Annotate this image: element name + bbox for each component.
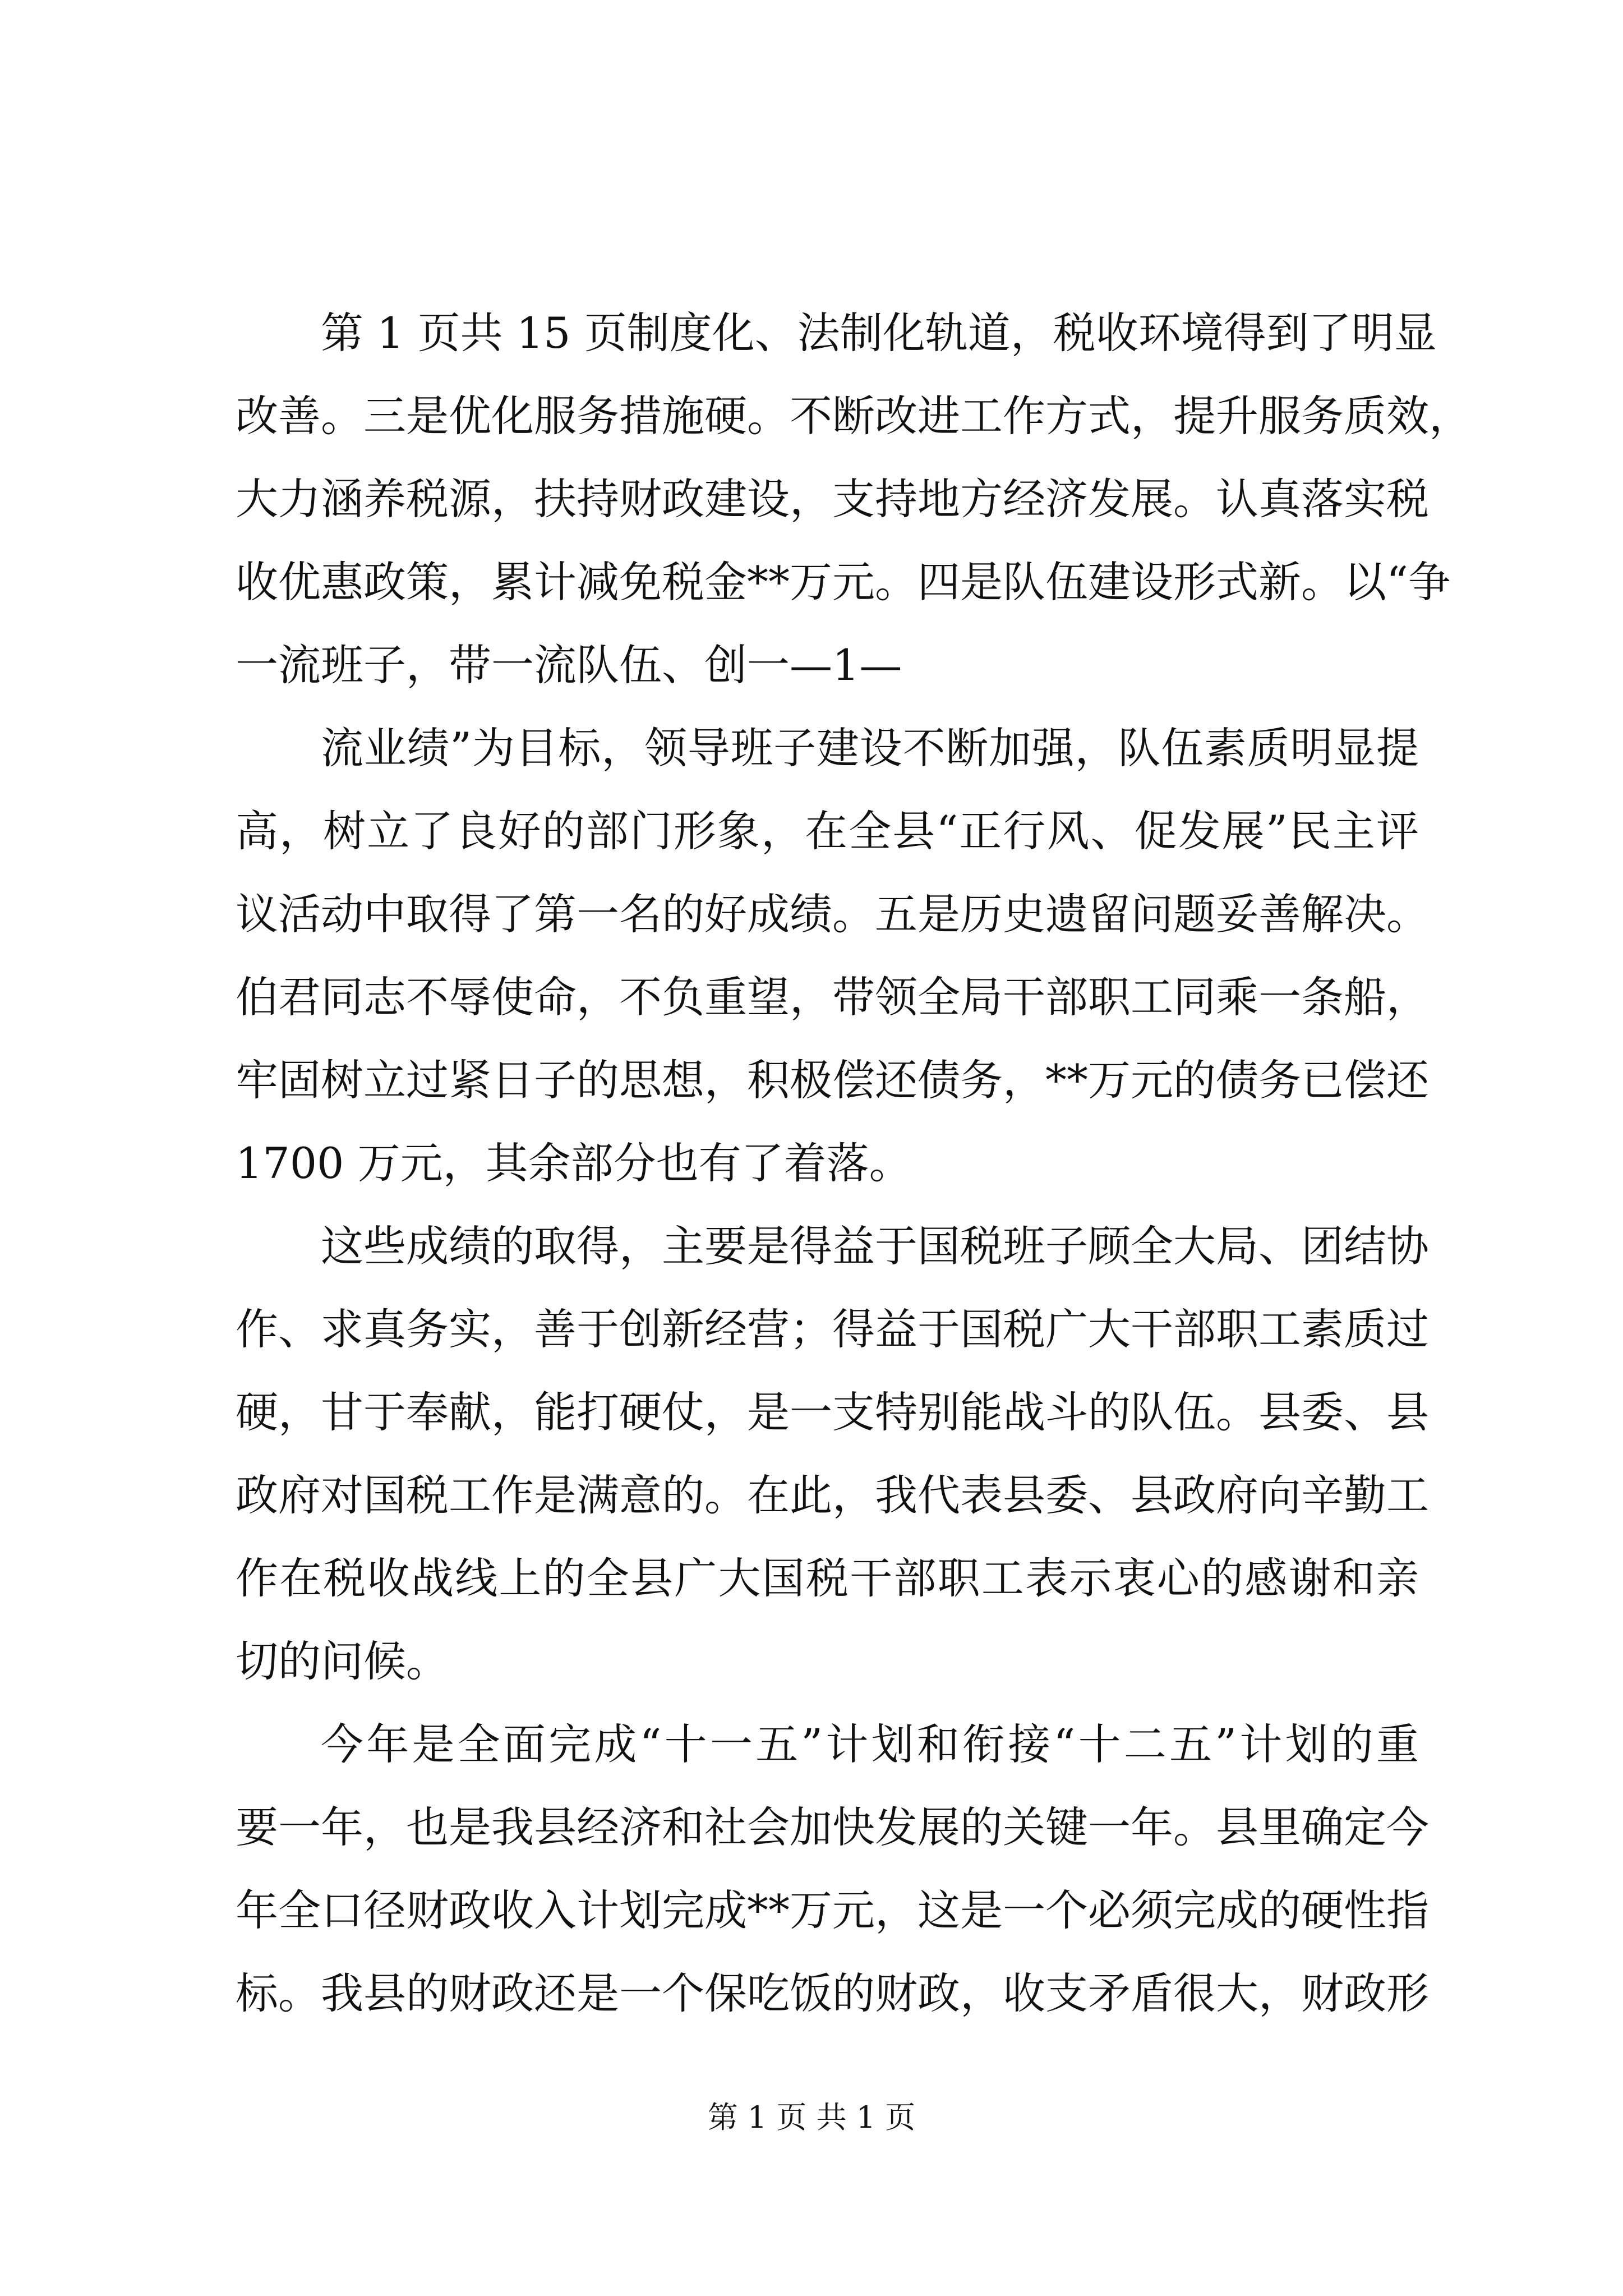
text-line: 要一年，也是我县经济和社会加快发展的关键一年。县里确定今 xyxy=(236,1802,1429,1852)
text-line: 高，树立了良好的部门形象，在全县“正行风、促发展”民主评 xyxy=(236,806,1419,856)
text-line: 今年是全面完成“十一五”计划和衔接“十二五”计划的重 xyxy=(321,1719,1419,1769)
document-body xyxy=(236,292,1472,2035)
text-line: 大力涵养税源，扶持财政建设，支持地方经济发展。认真落实税 xyxy=(236,474,1429,524)
text-line: 切的问候。 xyxy=(236,1636,449,1686)
text-line: 收优惠政策，累计减免税金**万元。四是队伍建设形式新。以“争 xyxy=(236,557,1451,607)
text-line: 第 1 页共 15 页制度化、法制化轨道，税收环境得到了明显 xyxy=(321,308,1437,358)
text-line: 牢固树立过紧日子的思想，积极偿还债务，**万元的债务已偿还 xyxy=(236,1055,1429,1105)
text-line: 这些成绩的取得，主要是得益于国税班子顾全大局、团结协 xyxy=(321,1221,1429,1271)
text-line: 议活动中取得了第一名的好成绩。五是历史遗留问题妥善解决。 xyxy=(236,889,1429,939)
text-line: 标。我县的财政还是一个保吃饭的财政，收支矛盾很大，财政形 xyxy=(236,1968,1429,2018)
text-line: 改善。三是优化服务措施硬。不断改进工作方式，提升服务质效， xyxy=(236,391,1472,441)
text-line: 流业绩”为目标，领导班子建设不断加强，队伍素质明显提 xyxy=(321,723,1419,773)
text-line: 1700 万元，其余部分也有了着落。 xyxy=(236,1138,912,1188)
text-line: 一流班子，带一流队伍、创一—1— xyxy=(236,640,902,690)
text-line: 年全口径财政收入计划完成**万元，这是一个必须完成的硬性指 xyxy=(236,1885,1429,1935)
text-line: 伯君同志不辱使命，不负重望，带领全局干部职工同乘一条船， xyxy=(236,972,1429,1022)
text-line: 硬，甘于奉献，能打硬仗，是一支特别能战斗的队伍。县委、县 xyxy=(236,1387,1429,1437)
page-footer: 第 1 页 共 1 页 xyxy=(707,2100,916,2135)
text-line: 政府对国税工作是满意的。在此，我代表县委、县政府向辛勤工 xyxy=(236,1470,1429,1520)
text-line: 作、求真务实，善于创新经营；得益于国税广大干部职工素质过 xyxy=(236,1304,1429,1354)
text-line: 作在税收战线上的全县广大国税干部职工表示衷心的感谢和亲 xyxy=(236,1553,1419,1603)
